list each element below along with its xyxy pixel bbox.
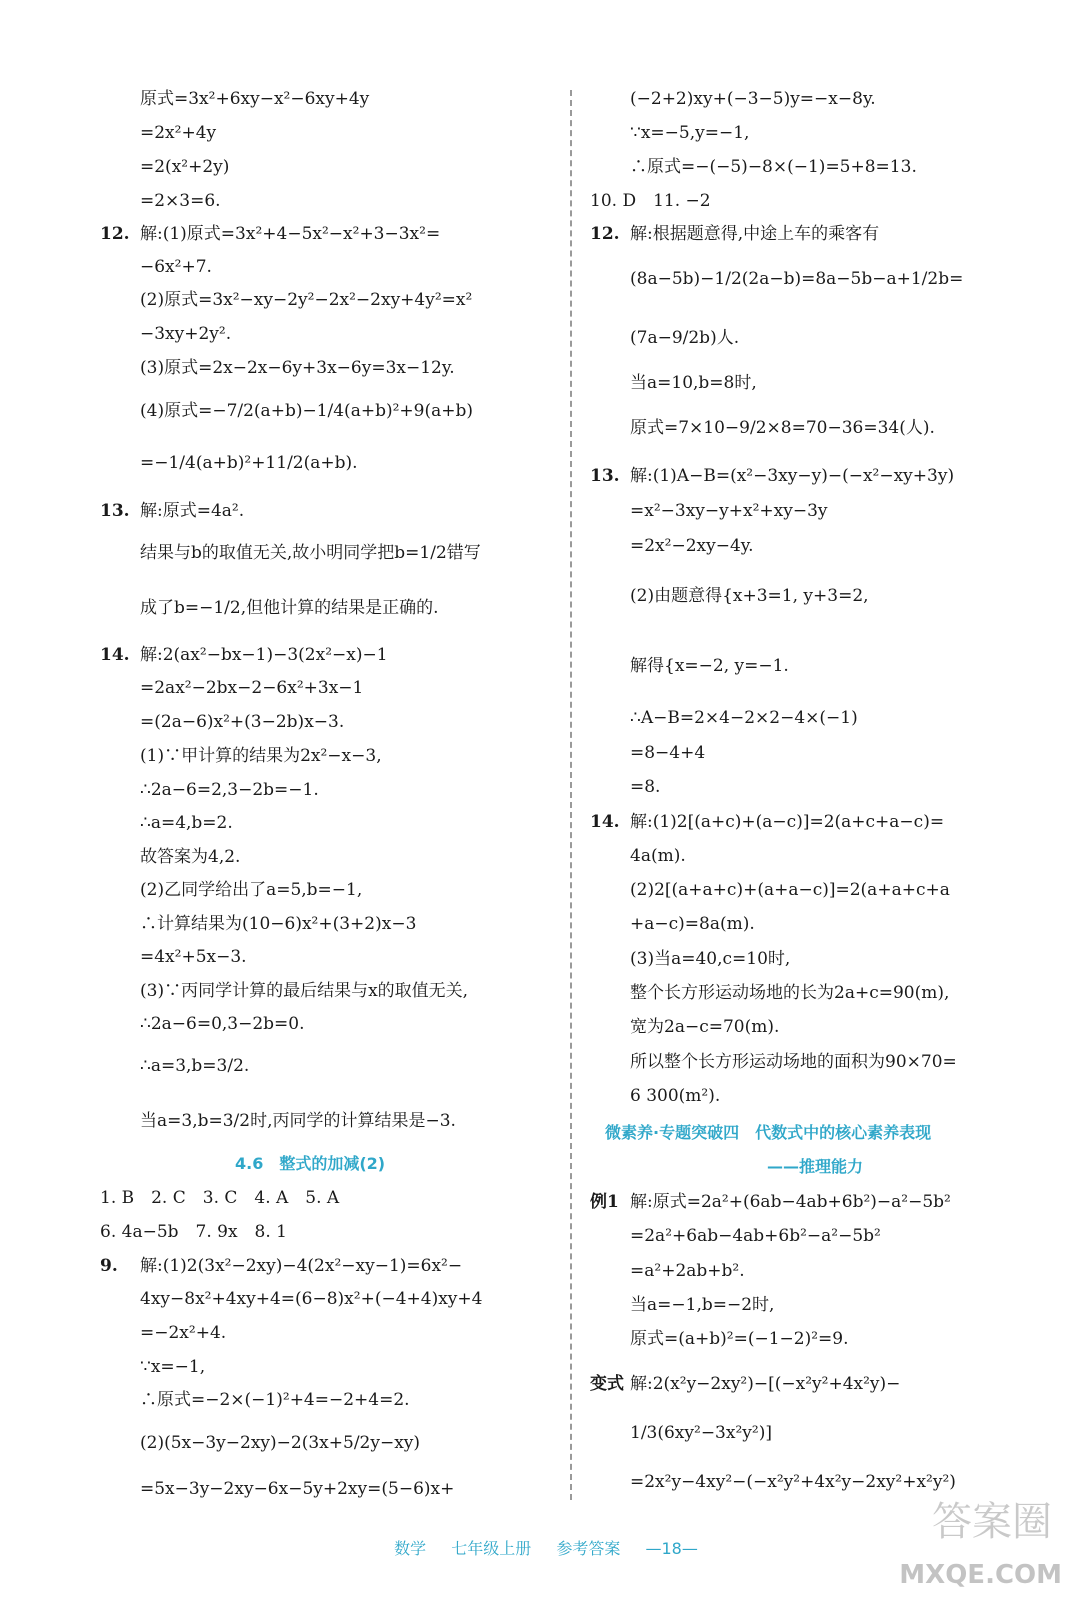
answer-line: (3)原式=2x−2x−6y+3x−6y=3x−12y. bbox=[140, 358, 455, 378]
answer-line: =2(x²+2y) bbox=[140, 157, 230, 177]
answer-line: ∴a=3,b=3/2. bbox=[140, 1056, 250, 1076]
footer-label: 参考答案 bbox=[556, 1539, 621, 1558]
answer-heading bbox=[100, 223, 440, 245]
answer-line: 1. B 2. C 3. C 4. A 5. A bbox=[100, 1188, 340, 1208]
answer-line: 所以整个长方形运动场地的面积为90×70= bbox=[630, 1052, 957, 1072]
question-number: 14. bbox=[100, 645, 130, 665]
answer-line: 原式=7×10−9/2×8=70−36=34(人). bbox=[630, 418, 935, 438]
answer-text: 解:原式=4a². bbox=[140, 501, 245, 521]
footer-grade: 七年级上册 bbox=[451, 1539, 532, 1558]
answer-heading bbox=[100, 500, 244, 522]
answer-line: =−2x²+4. bbox=[140, 1323, 227, 1343]
answer-line: ∴2a−6=0,3−2b=0. bbox=[140, 1014, 305, 1034]
section-subtitle: ——推理能力 bbox=[766, 1157, 863, 1176]
answer-line: 故答案为4,2. bbox=[140, 847, 241, 867]
question-number: 例1 bbox=[590, 1192, 619, 1212]
answer-line: ∴a=4,b=2. bbox=[140, 813, 233, 833]
answer-line: 当a=10,b=8时, bbox=[630, 373, 757, 393]
answer-line: (2)2[(a+a+c)+(a+a−c)]=2(a+a+c+a bbox=[630, 880, 950, 900]
answer-line: (4)原式=−7/2(a+b)−1/4(a+b)²+9(a+b) bbox=[140, 401, 473, 421]
answer-text: 解:2(x²y−2xy²)−[(−x²y²+4x²y)− bbox=[630, 1374, 901, 1394]
answer-text: 解:根据题意得,中途上车的乘客有 bbox=[630, 224, 880, 244]
answer-line: 6. 4a−5b 7. 9x 8. 1 bbox=[100, 1222, 287, 1242]
answer-line: (2)由题意得{x+3=1, y+3=2, bbox=[630, 586, 869, 606]
answer-line: 4a(m). bbox=[630, 846, 686, 866]
answer-line: =8. bbox=[630, 777, 661, 797]
footer-subject: 数学 bbox=[394, 1539, 427, 1558]
answer-heading bbox=[100, 1255, 462, 1277]
answer-line: 结果与b的取值无关,故小明同学把b=1/2错写 bbox=[140, 543, 481, 563]
question-number: 13. bbox=[590, 466, 620, 486]
question-number: 13. bbox=[100, 501, 130, 521]
answer-heading bbox=[590, 811, 944, 833]
answer-line: 整个长方形运动场地的长为2a+c=90(m), bbox=[630, 983, 950, 1003]
answer-line: =x²−3xy−y+x²+xy−3y bbox=[630, 501, 828, 521]
answer-text: 解:(1)A−B=(x²−3xy−y)−(−x²−xy+3y) bbox=[630, 466, 955, 486]
answer-line: ∴计算结果为(10−6)x²+(3+2)x−3 bbox=[140, 914, 417, 934]
answer-line: ∴原式=−2×(−1)²+4=−2+4=2. bbox=[140, 1390, 410, 1410]
answer-line: (8a−5b)−1/2(2a−b)=8a−5b−a+1/2b= bbox=[630, 269, 964, 289]
answer-line: 宽为2a−c=70(m). bbox=[630, 1017, 780, 1037]
answer-line: =2×3=6. bbox=[140, 191, 221, 211]
answer-line: 原式=3x²+6xy−x²−6xy+4y bbox=[140, 89, 370, 109]
answer-line: 1/3(6xy²−3x²y²)] bbox=[630, 1423, 772, 1443]
answer-heading bbox=[100, 644, 388, 666]
answer-line: (1)∵甲计算的结果为2x²−x−3, bbox=[140, 746, 382, 766]
answer-line: +a−c)=8a(m). bbox=[630, 914, 755, 934]
answer-line: ∴A−B=2×4−2×2−4×(−1) bbox=[630, 708, 858, 728]
answer-line: 6 300(m²). bbox=[630, 1086, 721, 1106]
answer-heading bbox=[590, 1191, 951, 1213]
answer-line: =2x²+4y bbox=[140, 123, 217, 143]
question-number: 变式 bbox=[590, 1374, 624, 1394]
footer-page-number: —18— bbox=[645, 1539, 698, 1558]
answer-heading bbox=[590, 1373, 900, 1395]
answer-line: =2ax²−2bx−2−6x²+3x−1 bbox=[140, 678, 364, 698]
question-number: 9. bbox=[100, 1256, 118, 1276]
section-title: 4.6 整式的加减(2) bbox=[235, 1154, 386, 1173]
answer-text: 解:2(ax²−bx−1)−3(2x²−x)−1 bbox=[140, 645, 388, 665]
answer-line: ∴原式=−(−5)−8×(−1)=5+8=13. bbox=[630, 157, 917, 177]
answer-line: 原式=(a+b)²=(−1−2)²=9. bbox=[630, 1329, 849, 1349]
answer-heading bbox=[590, 223, 879, 245]
answer-line: (−2+2)xy+(−3−5)y=−x−8y. bbox=[630, 89, 876, 109]
answer-text: 解:原式=2a²+(6ab−4ab+6b²)−a²−5b² bbox=[630, 1192, 951, 1212]
answer-line: (2)乙同学给出了a=5,b=−1, bbox=[140, 880, 363, 900]
answer-line: =2a²+6ab−4ab+6b²−a²−5b² bbox=[630, 1226, 881, 1246]
question-number: 14. bbox=[590, 812, 620, 832]
answer-line: 解得{x=−2, y=−1. bbox=[630, 656, 789, 676]
answer-line: =a²+2ab+b². bbox=[630, 1261, 745, 1281]
question-number: 12. bbox=[100, 224, 130, 244]
answer-line: ∵x=−5,y=−1, bbox=[630, 123, 750, 143]
answer-text: 解:(1)原式=3x²+4−5x²−x²+3−3x²= bbox=[140, 224, 441, 244]
question-number: 12. bbox=[590, 224, 620, 244]
section-title: 微素养·专题突破四 代数式中的核心素养表现 bbox=[605, 1123, 932, 1142]
answer-line: =2x²y−4xy²−(−x²y²+4x²y−2xy²+x²y²) bbox=[630, 1472, 956, 1492]
answer-line: 4xy−8x²+4xy+4=(6−8)x²+(−4+4)xy+4 bbox=[140, 1289, 483, 1309]
answer-line: =−1/4(a+b)²+11/2(a+b). bbox=[140, 453, 358, 473]
answer-line: (7a−9/2b)人. bbox=[630, 328, 740, 348]
answer-line: =8−4+4 bbox=[630, 743, 706, 763]
answer-line: =4x²+5x−3. bbox=[140, 947, 247, 967]
watermark-logo-text: 答案圈 bbox=[932, 1499, 1052, 1545]
answer-line: (2)(5x−3y−2xy)−2(3x+5/2y−xy) bbox=[140, 1433, 421, 1453]
answer-text: 解:(1)2(3x²−2xy)−4(2x²−xy−1)=6x²− bbox=[140, 1256, 463, 1276]
answer-line: ∴2a−6=2,3−2b=−1. bbox=[140, 780, 319, 800]
answer-line: =5x−3y−2xy−6x−5y+2xy=(5−6)x+ bbox=[140, 1479, 455, 1499]
answer-line: ∵x=−1, bbox=[140, 1357, 206, 1377]
watermark-logo bbox=[882, 1480, 1062, 1590]
answer-line: =2x²−2xy−4y. bbox=[630, 536, 754, 556]
answer-line: 当a=3,b=3/2时,丙同学的计算结果是−3. bbox=[140, 1111, 456, 1131]
answer-line: (2)原式=3x²−xy−2y²−2x²−2xy+4y²=x² bbox=[140, 290, 473, 310]
answer-line: (3)当a=40,c=10时, bbox=[630, 949, 791, 969]
answer-line: −3xy+2y². bbox=[140, 324, 232, 344]
answer-line: −6x²+7. bbox=[140, 257, 212, 277]
answer-line: 当a=−1,b=−2时, bbox=[630, 1295, 775, 1315]
answer-line: (3)∵丙同学计算的最后结果与x的取值无关, bbox=[140, 981, 469, 1001]
column-divider bbox=[570, 90, 572, 1500]
watermark-url: MXQE.COM bbox=[899, 1560, 1062, 1590]
answer-line: =(2a−6)x²+(3−2b)x−3. bbox=[140, 712, 345, 732]
answer-line: 10. D 11. −2 bbox=[590, 191, 711, 211]
answer-text: 解:(1)2[(a+c)+(a−c)]=2(a+c+a−c)= bbox=[630, 812, 945, 832]
answer-heading bbox=[590, 465, 954, 487]
answer-line: 成了b=−1/2,但他计算的结果是正确的. bbox=[140, 598, 439, 618]
